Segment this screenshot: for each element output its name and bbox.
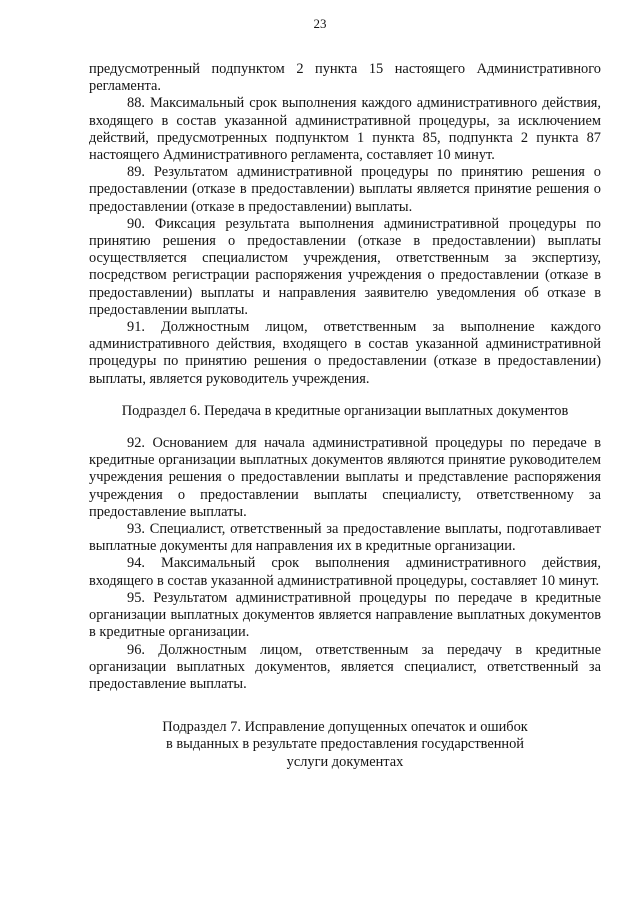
document-body: [89, 61, 601, 771]
paragraph-87-continuation: предусмотренный подпунктом 2 пункта 15 настоящего Административного регламента.: [89, 61, 601, 95]
paragraph-96: 96. Должностным лицом, ответственным за передачу в кредитные организации выплатных документов, является специалист, ответственный за предоставление выплаты.: [89, 641, 601, 692]
paragraph-89: 89. Результатом административной процедуры по принятию решения о предоставлении (отказе в предоставлении) выплаты является принятие решения о предоставлении (отказе в предоставлении) выплаты.: [89, 164, 601, 215]
paragraph-88: 88. Максимальный срок выполнения каждого административного действия, входящего в состав указанной административной процедуры, за исключением действий, предусмотренных подпунктом 1 пункта 85, подпункта 2 пункта 87 настоящего Административного регламента, составляет 10 минут.: [89, 95, 601, 164]
paragraph-90: 90. Фиксация результата выполнения административной процедуры по принятию решения о предоставлении (отказе в предоставлении) выплаты осуществляется специалистом учреждения, ответственным за экспертизу, посредством регистрации распоряжения учреждения о предоставлении (отказе в предоставлении) выплаты и направления заявителю уведомления об отказе в предоставлении выплаты.: [89, 215, 601, 318]
paragraph-94: 94. Максимальный срок выполнения административного действия, входящего в состав указанной административной процедуры, составляет 10 минут.: [89, 555, 601, 589]
page-number: 23: [313, 16, 327, 31]
subsection-7-heading: Подраздел 7. Исправление допущенных опечаток и ошибок в выданных в результате предоставления государственной услуги документах: [162, 719, 528, 770]
paragraph-92: 92. Основанием для начала административной процедуры по передаче в кредитные организации выплатных документов являются принятие руководителем учреждения решения о предоставлении выплаты и представление распоряжения учреждения о предоставлении выплаты специалисту, ответственному за предоставление выплаты.: [89, 435, 601, 520]
paragraph-91: 91. Должностным лицом, ответственным за выполнение каждого административного действия, входящего в состав указанной административной процедуры по принятию решения о предоставлении (отказе в предоставлении) выплаты, является руководитель учреждения.: [89, 319, 601, 387]
subsection-6-heading: Подраздел 6. Передача в кредитные организации выплатных документов: [121, 402, 569, 419]
paragraph-95: 95. Результатом административной процедуры по передаче в кредитные организации выплатных документов является направление выплатных документов в кредитные организации.: [89, 589, 601, 641]
paragraph-93: 93. Специалист, ответственный за предоставление выплаты, подготавливает выплатные документы для направления их в кредитные организации.: [89, 521, 601, 555]
